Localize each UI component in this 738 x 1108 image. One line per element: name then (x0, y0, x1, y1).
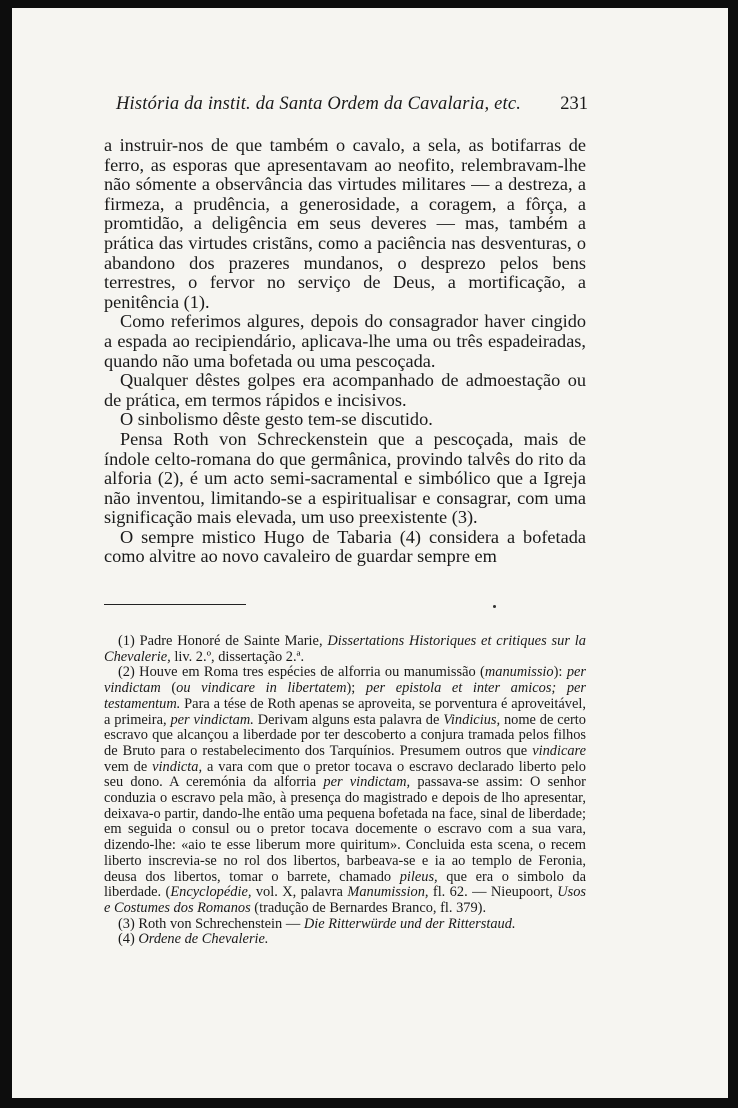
page-number: 231 (560, 94, 588, 114)
footnote-4: (4) Ordene de Chevalerie. (118, 931, 269, 948)
paragraph: O sempre mistico Hugo de Tabaria (4) considera a bofetada como alvitre ao novo cavaleiro de guardar sempre em (104, 526, 586, 567)
paragraph: Qualquer dêstes golpes era acompanhado de admoestação ou de prática, em termos rápidos e incisivos. (104, 370, 586, 410)
paragraph: O sinbolismo dêste gesto tem-se discutido. (120, 409, 433, 430)
main-text (104, 136, 586, 567)
paragraph-continued: a instruir-nos de que também o cavalo, a sela, as botifarras de ferro, as esporas que apresentavam ao neofito, relembravam-lhe não sómente a observância das virtudes militares — a destreza, a firmeza, a prudência, a generosidade, a coragem, a fôrça, a promtidão, a deligência em seus deveres — mas, também a prática das virtudes cristãns, como a paciência nas desventuras, o abandono dos prazeres mundanos, o desprezo pelos bens terrestres, o fervor no serviço de Deus, a mortificação, a penitência (1). (104, 135, 586, 312)
footnote-1: (1) Padre Honoré de Sainte Marie, Dissertations Historiques et critiques sur la Chevalerie, liv. 2.º, dissertação 2.ª. (104, 633, 586, 665)
paragraph: Como referimos algures, depois do consagrador haver cingido a espada ao recipiendário, aplicava-lhe uma ou três espadeiradas, quando não uma bofetada ou uma pescoçada. (104, 311, 586, 371)
paragraph: Pensa Roth von Schreckenstein que a pescoçada, mais de índole celto-romana do que germânica, provindo talvês do rito da alforia (2), é um acto semi-sacramental e simbólico que a Igreja não inventou, limitando-se a espiritualisar e consagrar, com uma significação mais elevada, um uso preexistente (3). (104, 428, 586, 528)
book-page (12, 8, 728, 1098)
footnote-2: (2) Houve em Roma tres espécies de alforria ou manumissão (manumissio): per vindictam (ou vindicare in libertatem); per epistola et inter amicos; per testamentum. Para a tése de Roth apenas se aproveita, se porventura é aproveitável, a primeira, per vindictam. Derivam alguns esta palavra de Vindicius, nome de certo escravo que alcançou a liberdade por ter descoberto a conjura tramada pelos filhos de Bruto para o restabelecimento dos Tarquínios. Presumem outros que vindicare vem de vindicta, a vara com que o pretor tocava o escravo declarado liberto pelo seu dono. A ceremónia da alforria per vindictam, passava-se assim: O senhor conduzia o escravo pela mão, à presença do magistrado e depois de lho apresentar, deixava-o partir, dando-lhe então uma pequena bofetada na face, sinal de liberdade; em seguida o consul ou o pretor tocava docemente o escravo com a sua vara, dizendo-lhe: «aio te esse liberum more quiritum». Concluida esta scena, o recem liberto inscrevia-se no rol dos libertos, barbeava-se e ia ao templo de Feronia, deusa dos libertos, tomar o barrete, chamado pileus, que era o simbolo da liberdade. (Encyclopédie, vol. X, palavra Manumission, fl. 62. — Nieupoort, Usos e Costumes dos Romanos (tradução de Bernardes Branco, fl. 379). (104, 664, 587, 916)
running-title: História da instit. da Santa Ordem da Cavalaria, etc. (116, 94, 522, 114)
footnote-divider (104, 604, 246, 605)
footnote-3: (3) Roth von Schrechenstein — Die Ritterwürde und der Ritterstaud. (118, 915, 516, 932)
ink-speck (493, 605, 496, 608)
footnotes (104, 634, 586, 948)
running-header (116, 94, 588, 115)
